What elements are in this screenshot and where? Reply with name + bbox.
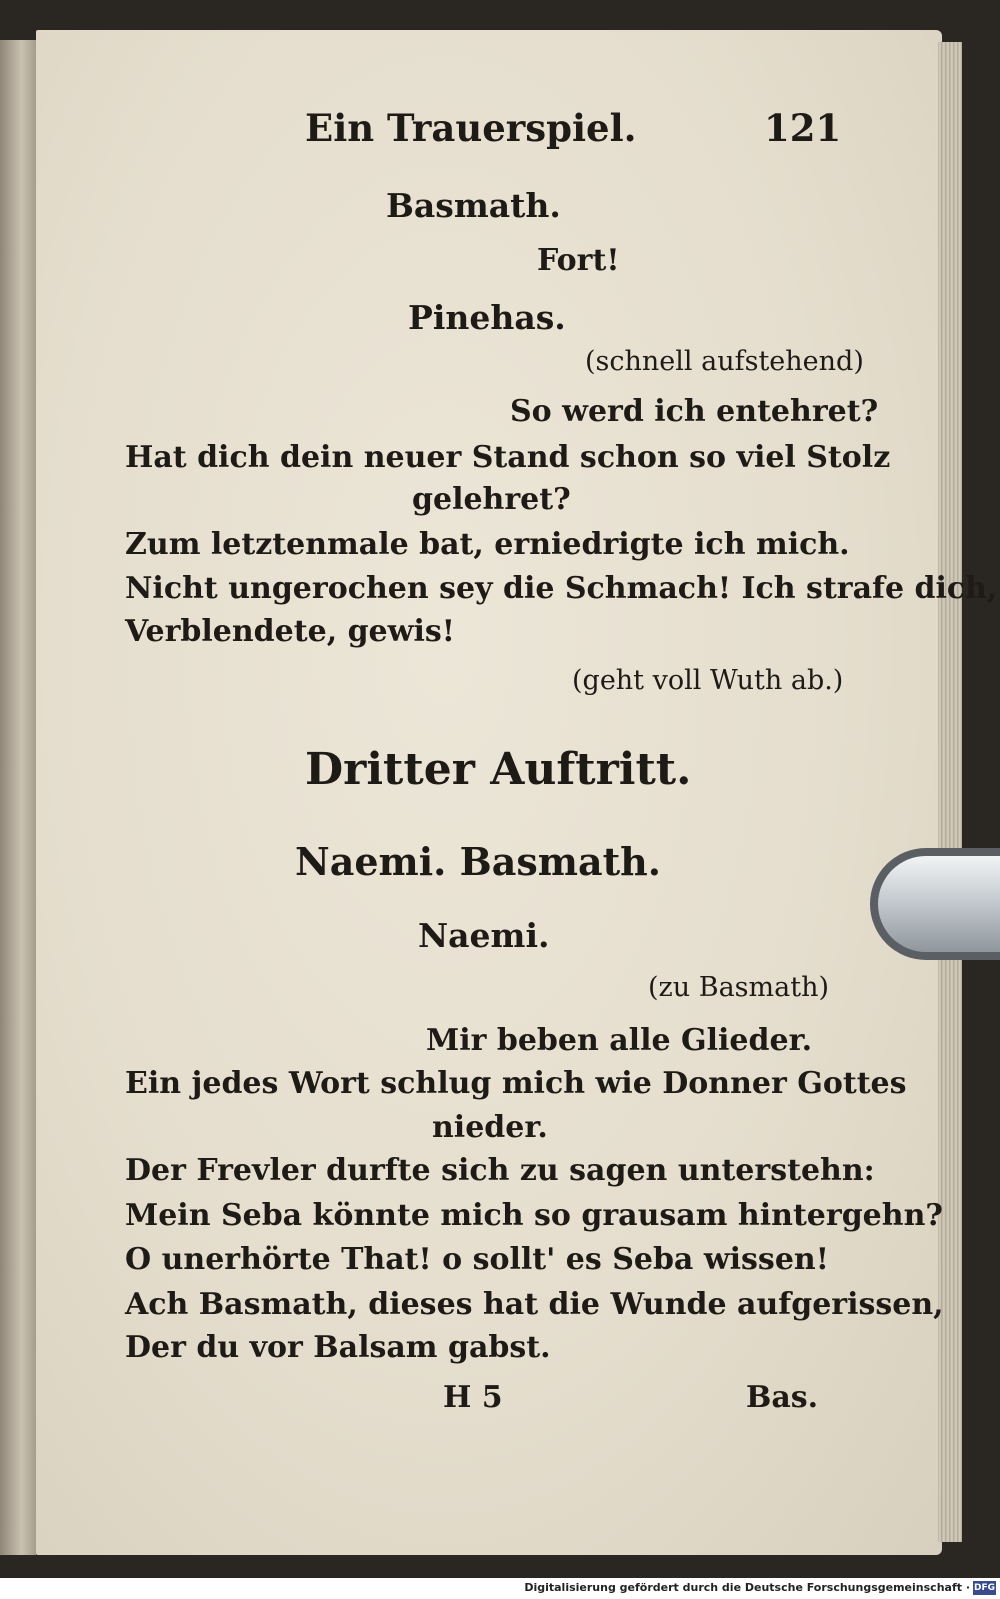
verse-line: Ein jedes Wort schlug mich wie Donner Gottes [125, 1066, 907, 1101]
catchword: Bas. [746, 1380, 819, 1415]
page-clip [878, 856, 1000, 952]
speaker-basmath: Basmath. [386, 186, 561, 225]
verse-line: Nicht ungerochen sey die Schmach! Ich strafe dich, [125, 571, 998, 606]
running-header-title: Ein Trauerspiel. [305, 106, 637, 150]
verse-line: Hat dich dein neuer Stand schon so viel Stolz [125, 440, 891, 475]
verse-line: So werd ich entehret? [510, 394, 879, 429]
verse-line: Mir beben alle Glieder. [426, 1023, 813, 1058]
speaker-naemi: Naemi. [418, 916, 550, 955]
digitization-credit: Digitalisierung gefördert durch die Deutsche Forschungsgemeinschaft · [524, 1581, 970, 1594]
verse-line: Verblendete, gewis! [125, 614, 455, 649]
cast-list: Naemi. Basmath. [295, 839, 662, 884]
verse-line: O unerhörte That! o sollt' es Seba wissen! [125, 1242, 829, 1277]
scene-heading: Dritter Auftritt. [305, 744, 692, 795]
verse-line: Der du vor Balsam gabst. [125, 1330, 551, 1365]
speaker-pinehas: Pinehas. [408, 298, 566, 337]
dfg-logo: DFG [973, 1583, 995, 1593]
stage-direction: (geht voll Wuth ab.) [572, 665, 844, 696]
verse-line: Ach Basmath, dieses hat die Wunde aufgerissen, [125, 1287, 944, 1322]
verse-line: Der Frevler durfte sich zu sagen unterstehn: [125, 1153, 875, 1188]
verse-line: Zum letztenmale bat, erniedrigte ich mich. [125, 527, 850, 562]
stage-direction: (zu Basmath) [648, 972, 829, 1003]
signature-mark: H 5 [443, 1380, 503, 1415]
page-number: 121 [764, 106, 842, 150]
verse-line: Mein Seba könnte mich so grausam hintergehn? [125, 1198, 943, 1233]
stage-direction: (schnell aufstehend) [585, 346, 864, 377]
verse-line: Fort! [537, 243, 620, 278]
verse-line: gelehret? [412, 482, 571, 517]
verse-line: nieder. [432, 1110, 548, 1145]
left-page-edge [0, 40, 36, 1555]
